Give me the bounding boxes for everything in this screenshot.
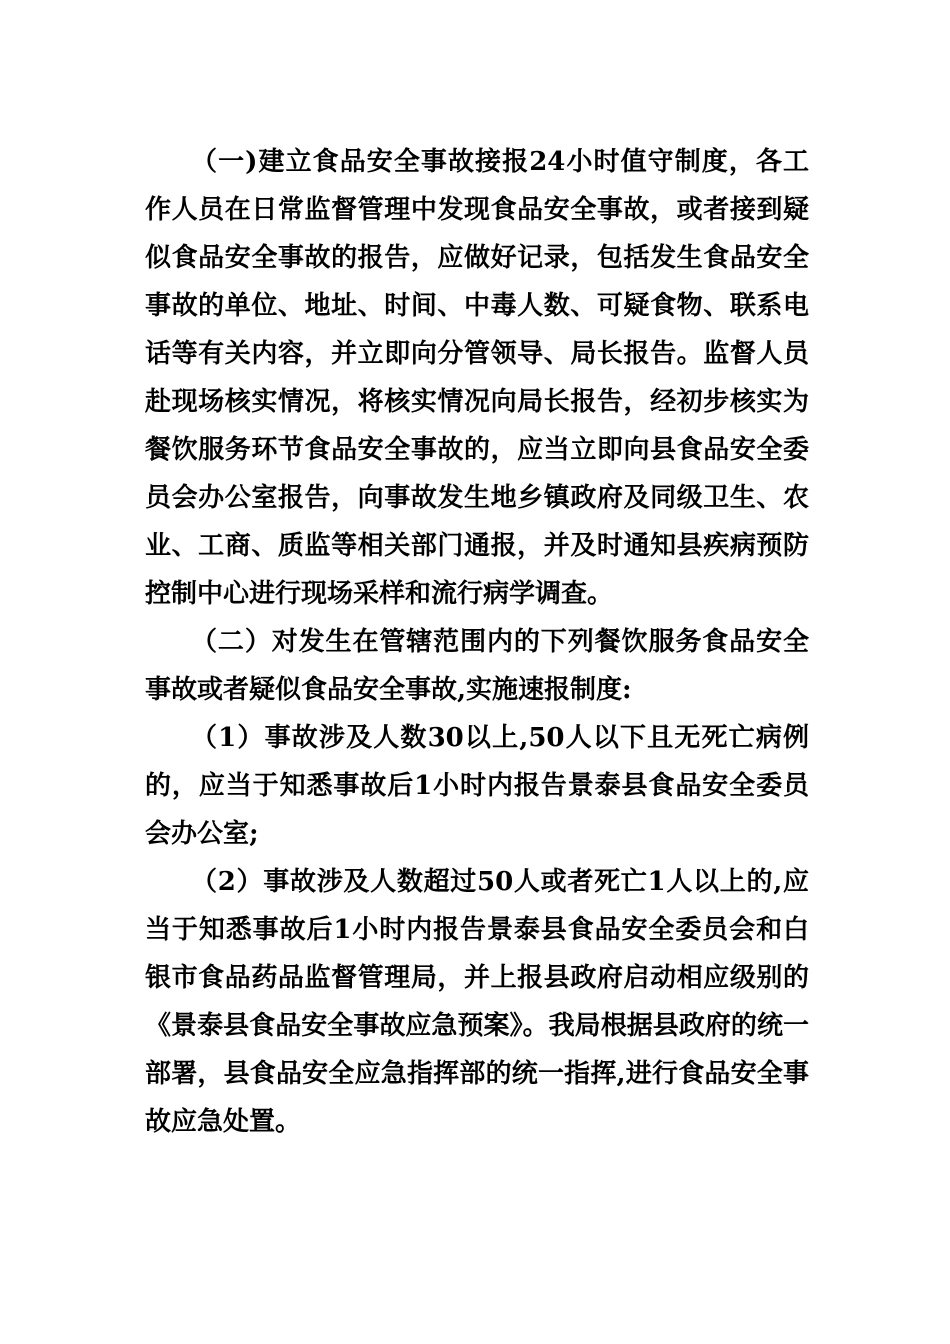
paragraph-report-duty-system: （一)建立食品安全事故接报24小时值守制度，各工作人员在日常监督管理中发现食品安全事故，或者接到疑似食品安全事故的报告，应做好记录，包括发生食品安全事故的单位、地址、时间、中毒人数、可疑食物、联系电话等有关内容，并立即向分管领导、局长报告。监督人员赴现场核实情况，将核实情况向局长报告，经初步核实为餐饮服务环节食品安全事故的，应当立即向县食品安全委员会办公室报告，向事故发生地乡镇政府及同级卫生、农业、工商、质监等相关部门通报，并及时通知县疾病预防控制中心进行现场采样和流行病学调查。 — [145, 147, 809, 609]
document-body — [145, 138, 809, 1146]
paragraph-fast-report-system: （二）对发生在管辖范围内的下列餐饮服务食品安全事故或者疑似食品安全事故,实施速报制度: — [145, 627, 809, 705]
paragraph-rule-1: （1）事故涉及人数30以上,50人以下且无死亡病例的，应当于知悉事故后1小时内报告景泰县食品安全委员会办公室; — [145, 723, 809, 849]
paragraph-rule-2: （2）事故涉及人数超过50人或者死亡1人以上的,应当于知悉事故后1小时内报告景泰县食品安全委员会和白银市食品药品监督管理局，并上报县政府启动相应级别的《景泰县食品安全事故应急预案》。我局根据县政府的统一部署，县食品安全应急指挥部的统一指挥,进行食品安全事故应急处置。 — [145, 867, 809, 1137]
